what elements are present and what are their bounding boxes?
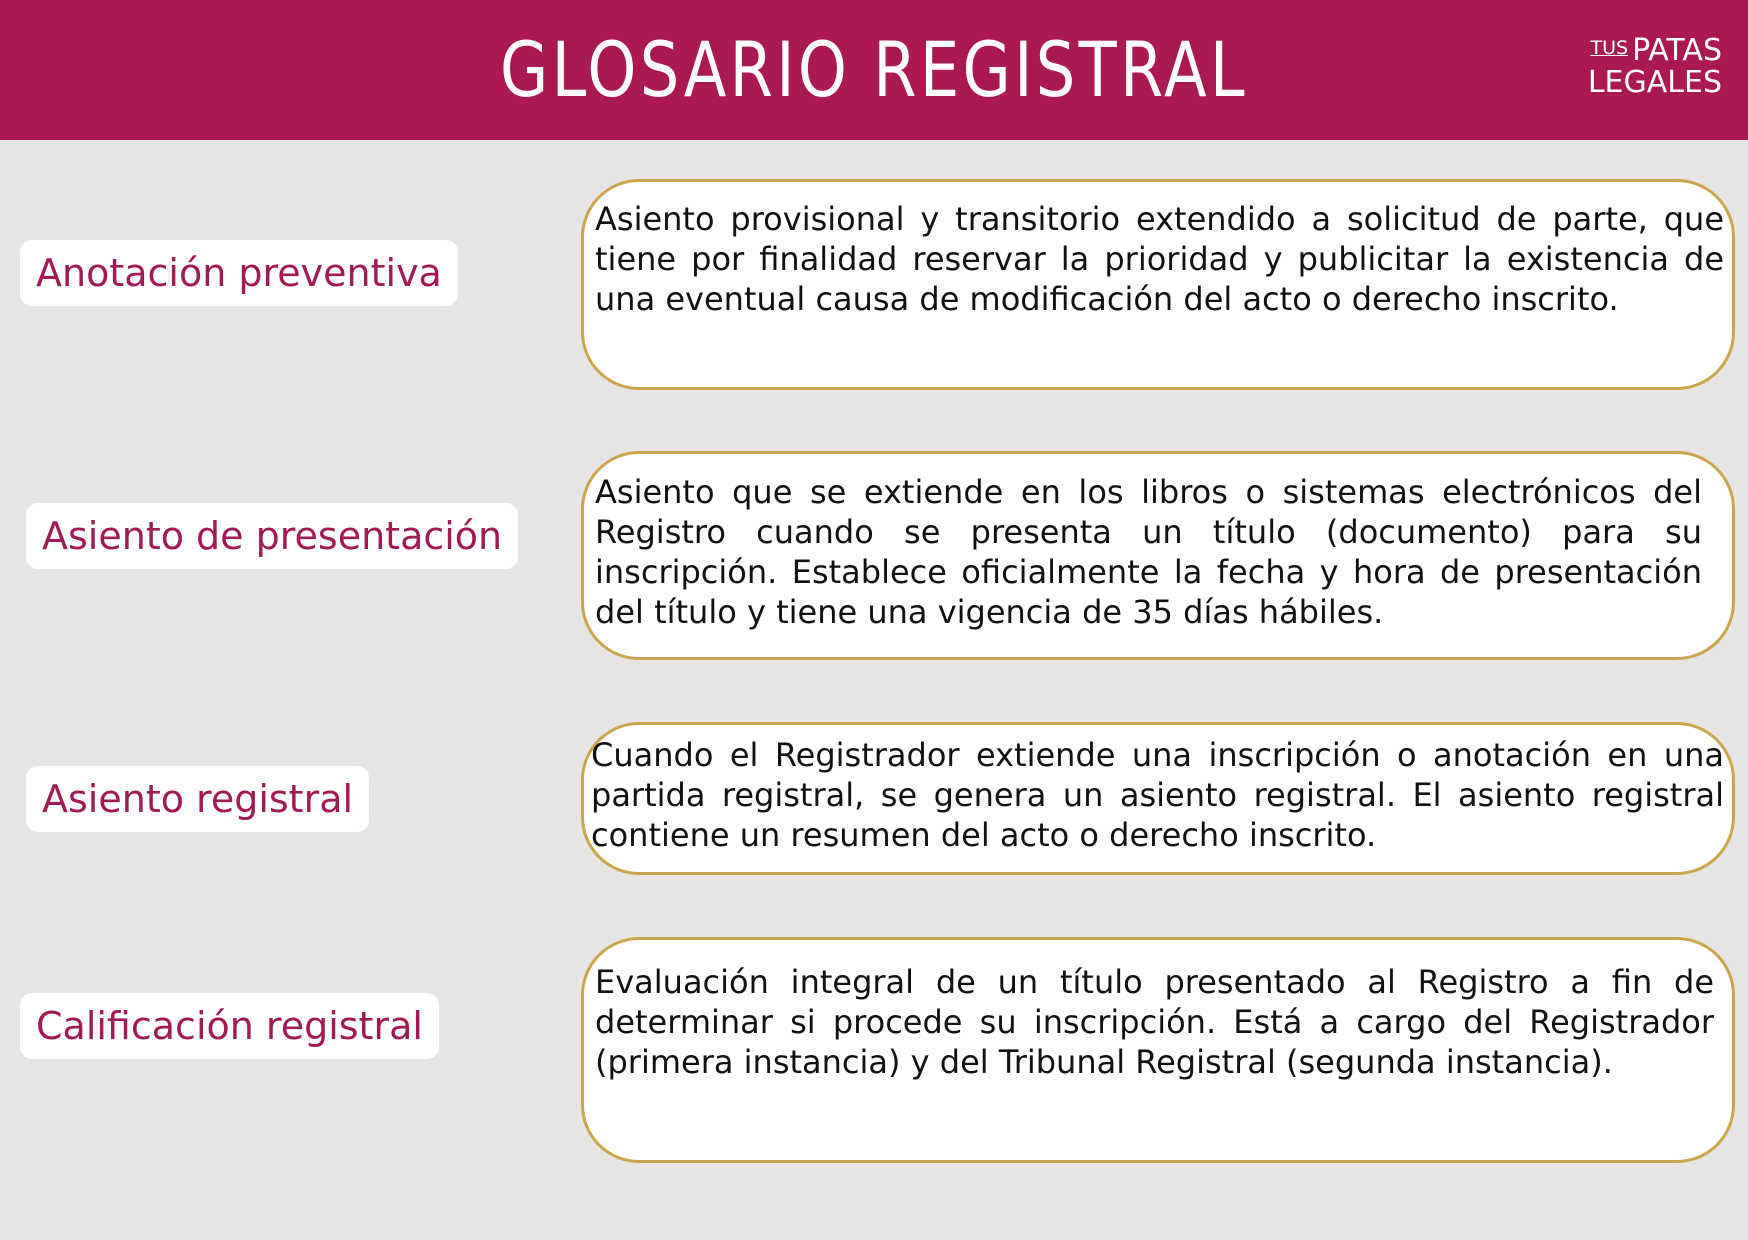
brand-logo <box>1588 32 1722 99</box>
definition-text: Evaluación integral de un título presentado al Registro a fin de determinar si procede su inscripción. Está a cargo del Registrador (primera instancia) y del Tribunal Registral (segunda instancia). <box>595 963 1714 1081</box>
logo-word-patas: PATAS <box>1632 33 1722 68</box>
logo-word-tus: TUS <box>1590 37 1629 59</box>
header-bar <box>0 0 1748 140</box>
term-label: Asiento de presentación <box>26 503 518 569</box>
definition-box <box>581 451 1735 660</box>
term-label: Asiento registral <box>26 766 369 832</box>
logo-word-legales: LEGALES <box>1587 65 1722 100</box>
definition-text: Asiento provisional y transitorio extendido a solicitud de parte, que tiene por finalidad reservar la prioridad y publicitar la existencia de una eventual causa de modificación del acto o derecho inscrito. <box>595 200 1724 318</box>
definition-box <box>581 179 1735 390</box>
definition-text: Cuando el Registrador extiende una inscripción o anotación en una partida registral, se genera un asiento registral. El asiento registral contiene un resumen del acto o derecho inscrito. <box>591 736 1724 854</box>
term-label: Anotación preventiva <box>20 240 458 306</box>
definition-box <box>581 937 1735 1163</box>
page-title: GLOSARIO REGISTRAL <box>500 25 1248 114</box>
definition-box <box>581 722 1735 875</box>
term-label: Calificación registral <box>20 993 439 1059</box>
definition-text: Asiento que se extiende en los libros o sistemas electrónicos del Registro cuando se presenta un título (documento) para su inscripción. Establece oficialmente la fecha y hora de presentación del título y tiene una vigencia de 35 días hábiles. <box>595 473 1702 631</box>
